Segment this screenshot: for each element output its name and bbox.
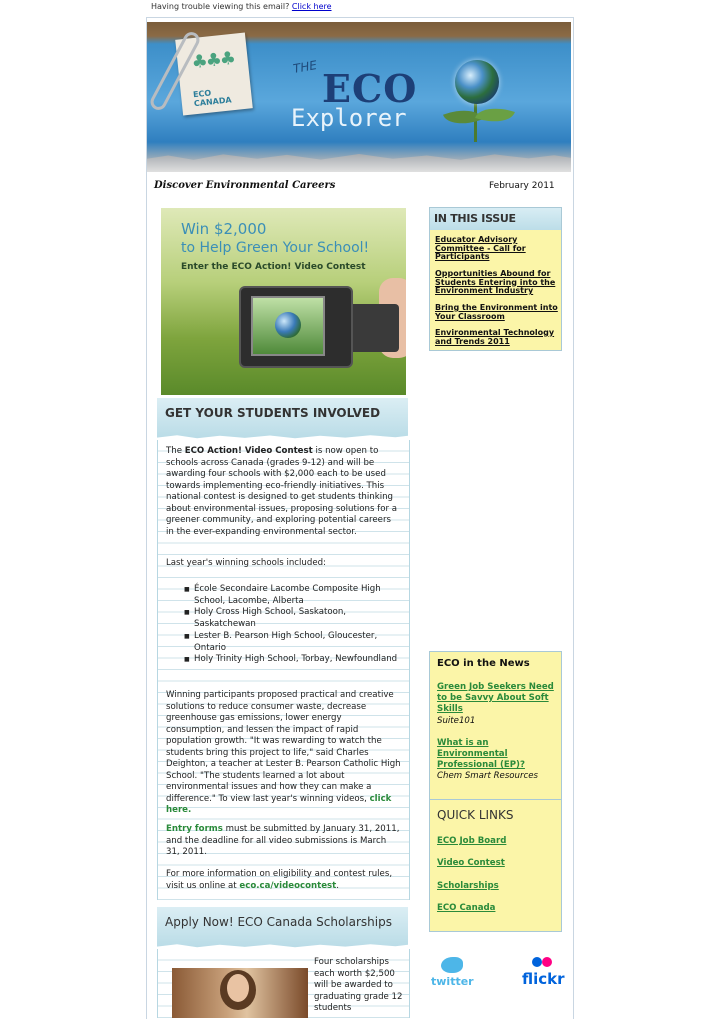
p5-text: For more information on eligibility and contest rules, visit us online at bbox=[166, 869, 393, 891]
globe-icon bbox=[275, 312, 301, 338]
camcorder-icon bbox=[239, 286, 353, 368]
preheader bbox=[151, 2, 332, 11]
p1-pre: The bbox=[166, 446, 185, 456]
title-eco: ECO bbox=[322, 66, 418, 111]
flickr-dot-icon bbox=[532, 957, 542, 967]
torn-edge bbox=[147, 150, 571, 172]
scholarship-text: Four scholarships each worth $2,500 will be awarded to graduating grade 12 students bbox=[314, 957, 403, 1013]
entry-forms-link[interactable]: Entry forms bbox=[166, 824, 223, 834]
title-explorer: Explorer bbox=[291, 104, 407, 132]
p3-text: Winning participants proposed practical and creative solutions to reduce consumer waste, decrease greenhouse gas emissions, lower energy consumption, and lessen the impact of rapid population growth. "It was rewarding to watch the students bring this project to life," said Charles Deighton, a teacher at Lester B. Pearson Catholic High School. "The students learned a lot about environmental issues and how they can make a difference." To view last year's winning videos, bbox=[166, 690, 401, 804]
p1-post: is now open to schools across Canada (grades 9-12) and will be awarding four schools with $2,000 each to be used towards implementing eco-friendly initiatives. This national contest is designed to get students thinking about environmental issues, proposing solutions for a greener community, and exploring potential careers in the ever-expanding environmental sector. bbox=[166, 446, 397, 537]
section-title: GET YOUR STUDENTS INVOLVED bbox=[165, 406, 381, 420]
article-paragraph-1 bbox=[166, 446, 401, 538]
p4-text: must be submitted by January 31, 2011, and the deadline for all video submissions is March 31, 2011. bbox=[166, 824, 400, 857]
people-logo-icon: ♣♣♣ bbox=[190, 47, 235, 74]
issue-link-trends[interactable]: Environmental Technology and Trends 2011 bbox=[435, 328, 555, 346]
section-heading-scholarships bbox=[157, 907, 408, 949]
p5-end: . bbox=[336, 880, 339, 891]
news-source: Suite101 bbox=[437, 716, 476, 726]
video-contest-promo[interactable] bbox=[161, 208, 406, 395]
globe-icon bbox=[455, 60, 499, 104]
school-list-item: ■ École Secondaire Lacombe Composite High School, Lacombe, Alberta bbox=[194, 584, 404, 607]
quick-link-video-contest[interactable]: Video Contest bbox=[437, 858, 505, 868]
quick-links-title: QUICK LINKS bbox=[437, 808, 514, 822]
issue-date: February 2011 bbox=[489, 181, 555, 191]
promo-subheadline: to Help Green Your School! bbox=[181, 240, 370, 256]
camcorder-screen bbox=[251, 296, 325, 356]
in-this-issue-header bbox=[430, 208, 561, 230]
header-banner bbox=[147, 22, 571, 172]
news-title: ECO in the News bbox=[437, 658, 530, 669]
twitter-link[interactable] bbox=[431, 957, 475, 991]
flickr-link[interactable] bbox=[520, 957, 564, 991]
issue-link-opportunities[interactable]: Opportunities Abound for Students Entering into the Environment Industry bbox=[435, 269, 556, 296]
promo-cta: Enter the ECO Action! Video Contest bbox=[181, 262, 366, 272]
quick-link-scholarships[interactable]: Scholarships bbox=[437, 881, 499, 891]
promo-headline: Win $2,000 bbox=[181, 220, 267, 238]
title-the: THE bbox=[291, 58, 318, 76]
video-contest-url-link[interactable]: eco.ca/videocontest bbox=[239, 880, 337, 891]
article-paragraph-3 bbox=[166, 690, 401, 817]
in-this-issue-box bbox=[429, 207, 562, 351]
article-paragraph-5 bbox=[166, 869, 401, 892]
leaf-icon bbox=[475, 101, 515, 129]
students-article bbox=[157, 440, 410, 900]
logo-text: ECO CANADA bbox=[192, 88, 233, 109]
plant-stem bbox=[474, 102, 477, 142]
news-link-ep[interactable]: What is an Environmental Professional (EP)? bbox=[437, 738, 525, 770]
quick-link-job-board[interactable]: ECO Job Board bbox=[437, 836, 507, 846]
contest-name: ECO Action! Video Contest bbox=[184, 446, 313, 456]
quick-link-eco-canada[interactable]: ECO Canada bbox=[437, 903, 496, 913]
view-online-link[interactable]: Click here bbox=[291, 2, 332, 11]
news-source: Chem Smart Resources bbox=[437, 771, 539, 781]
twitter-label: twitter bbox=[431, 975, 474, 988]
article-paragraph-4 bbox=[166, 824, 401, 859]
flickr-dot-icon bbox=[542, 957, 552, 967]
preheader-text: Having trouble viewing this email? bbox=[151, 2, 290, 11]
student-photo bbox=[172, 968, 308, 1018]
twitter-bird-icon bbox=[441, 957, 463, 973]
school-list-item: ■ Lester B. Pearson High School, Gloucester, Ontario bbox=[194, 631, 404, 654]
school-list-item: ■ Holy Cross High School, Saskatoon, Saskatchewan bbox=[194, 607, 404, 630]
photo-face bbox=[227, 974, 249, 1002]
section-title: Apply Now! ECO Canada Scholarships bbox=[165, 915, 392, 929]
news-link-soft-skills[interactable]: Green Job Seekers Need to be Savvy About Soft Skills bbox=[437, 682, 554, 714]
section-heading-students bbox=[157, 398, 408, 440]
eco-in-the-news-box bbox=[429, 651, 562, 800]
school-list-item: ■ Holy Trinity High School, Torbay, Newfoundland bbox=[194, 654, 404, 666]
winning-videos-link[interactable]: click here. bbox=[166, 793, 392, 815]
tagline: Discover Environmental Careers bbox=[154, 180, 336, 191]
quick-links-box bbox=[429, 799, 562, 932]
article-paragraph-2: Last year's winning schools included: bbox=[166, 558, 326, 568]
issue-link-advisory[interactable]: Educator Advisory Committee - Call for Participants bbox=[435, 235, 526, 262]
issue-link-classroom[interactable]: Bring the Environment into Your Classroom bbox=[435, 303, 558, 321]
flickr-label: flickr bbox=[522, 970, 565, 988]
in-this-issue-title: IN THIS ISSUE bbox=[434, 212, 516, 225]
